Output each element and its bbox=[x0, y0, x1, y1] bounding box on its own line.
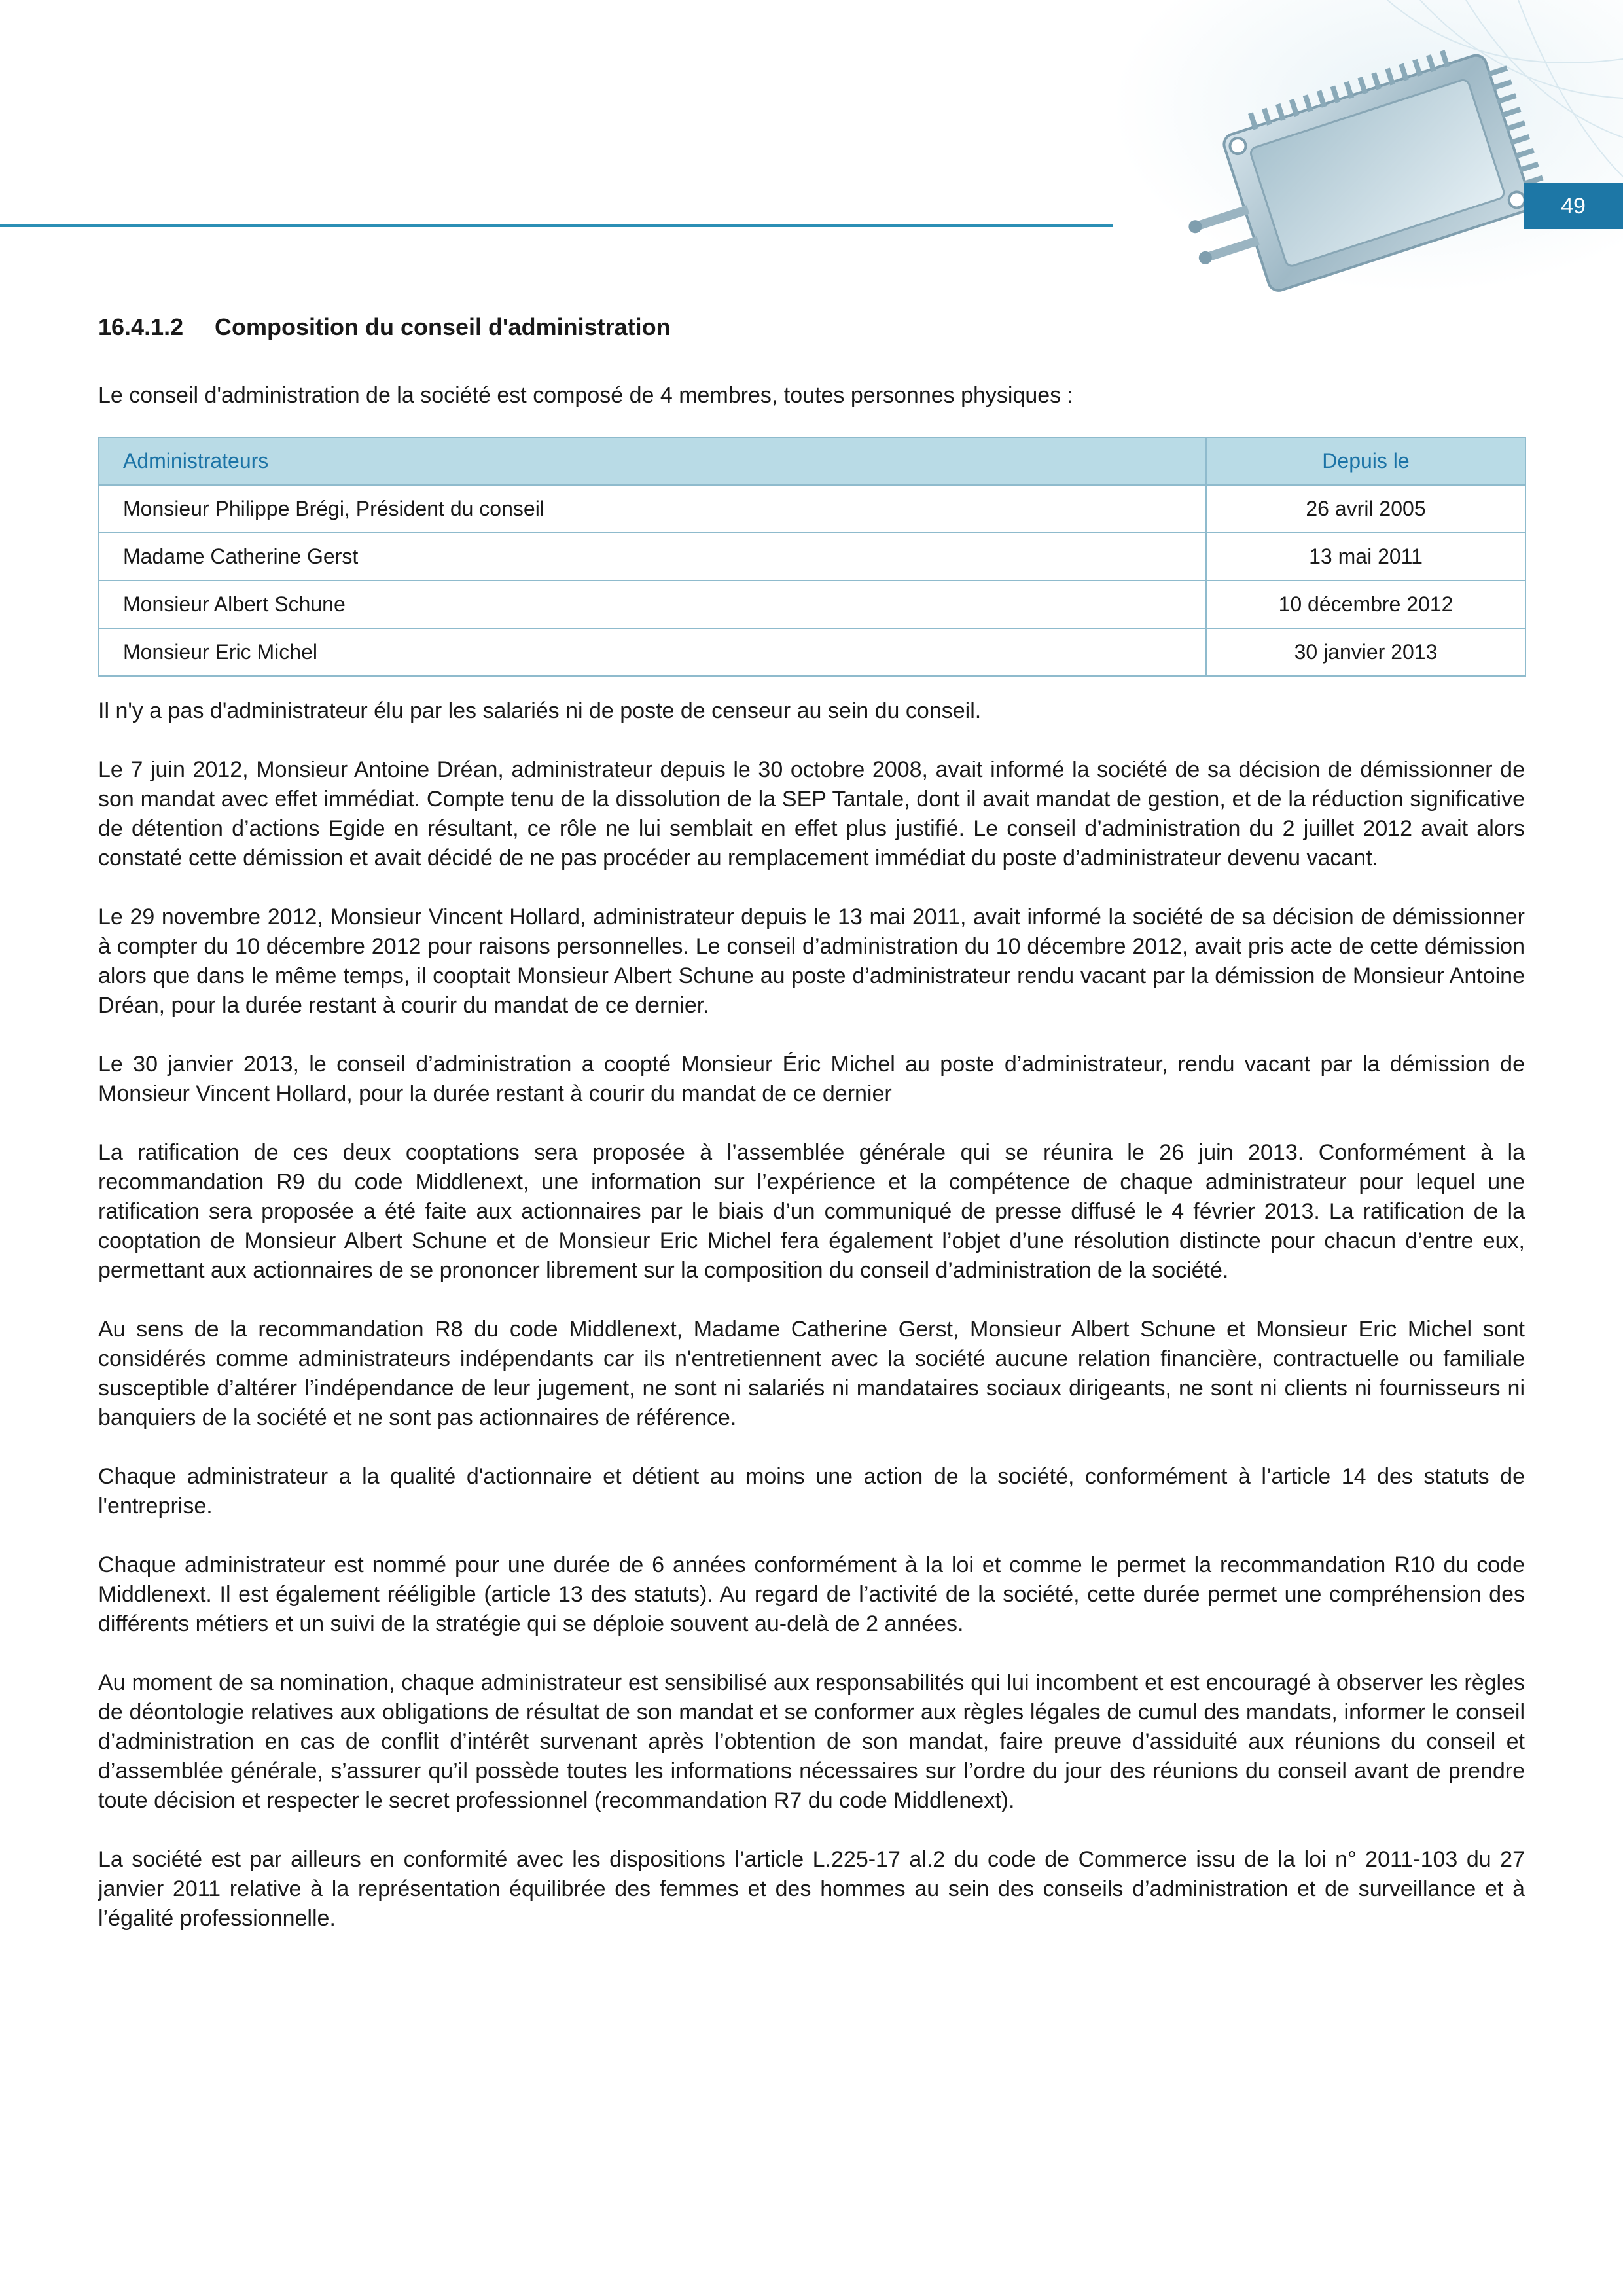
column-header-administrators: Administrateurs bbox=[99, 437, 1206, 485]
board-members-table bbox=[98, 437, 1526, 677]
page-content bbox=[98, 308, 1525, 1933]
table-row bbox=[99, 533, 1525, 581]
paragraph: Le 29 novembre 2012, Monsieur Vincent Hollard, administrateur depuis le 13 mai 2011, avait informé la société de sa décision de démissionner à compter du 10 décembre 2012 pour raisons personnelles. Le conseil d’administration du 10 décembre 2012, avait pris acte de cette démission alors que dans le même temps, il cooptait Monsieur Albert Schune au poste d’administrateur rendu vacant par la démission de Monsieur Antoine Dréan, pour la durée restant à courir du mandat de ce dernier. bbox=[98, 905, 1525, 1018]
member-since: 10 décembre 2012 bbox=[1206, 581, 1525, 628]
paragraph: Au moment de sa nomination, chaque administrateur est sensibilisé aux responsabilités qui lui incombent et est encouragé à observer les règles de déontologie relatives aux obligations de résultat de son mandat et se conformer aux règles légales de cumul des mandats, informer le conseil d’administration en cas de conflit d’intérêt survenant après l’obtention de son mandat, faire preuve d’assiduité aux réunions du conseil et d’assemblée générale, s’assurer qu’il possède toutes les informations nécessaires sur l’ordre du jour des réunions du conseil avant de prendre toute décision et respecter le secret professionnel (recommandation R7 du code Middlenext). bbox=[98, 1670, 1525, 1813]
section-number: 16.4.1.2 bbox=[98, 314, 184, 340]
section-title: Composition du conseil d'administration bbox=[215, 314, 671, 340]
member-name: Monsieur Philippe Brégi, Président du conseil bbox=[99, 485, 1206, 533]
member-since: 30 janvier 2013 bbox=[1206, 628, 1525, 676]
paragraph: Chaque administrateur est nommé pour une durée de 6 années conformément à la loi et comme le permet la recommandation R10 du code Middlenext. Il est également rééligible (article 13 des statuts). Au regard de l’activité de la société, cette durée permet une compréhension des différents métiers et un suivi de la stratégie qui se déploie souvent au-delà de 2 années. bbox=[98, 1552, 1525, 1636]
member-since: 26 avril 2005 bbox=[1206, 485, 1525, 533]
member-since: 13 mai 2011 bbox=[1206, 533, 1525, 581]
table-row bbox=[99, 485, 1525, 533]
intro-paragraph: Le conseil d'administration de la société est composé de 4 membres, toutes personnes physiques : bbox=[98, 383, 1074, 408]
member-name: Monsieur Eric Michel bbox=[99, 628, 1206, 676]
member-name: Madame Catherine Gerst bbox=[99, 533, 1206, 581]
section-heading bbox=[98, 308, 1525, 347]
paragraph: Le 30 janvier 2013, le conseil d’administration a coopté Monsieur Éric Michel au poste d’administrateur, rendu vacant par la démission de Monsieur Vincent Hollard, pour la durée restant à courir du mandat de ce dernier bbox=[98, 1052, 1525, 1106]
component-illustration bbox=[1113, 0, 1623, 308]
paragraph: Chaque administrateur a la qualité d'actionnaire et détient au moins une action de la société, conformément à l’article 14 des statuts de l'entreprise. bbox=[98, 1464, 1525, 1518]
table-header-row bbox=[99, 437, 1525, 485]
table-row bbox=[99, 628, 1525, 676]
paragraph: La ratification de ces deux cooptations sera proposée à l’assemblée générale qui se réunira le 26 juin 2013. Conformément à la recommandation R9 du code Middlenext, une information sur l’expérience et la compétence de chaque administrateur pour lequel une ratification sera proposée a été faite aux actionnaires par le biais d’un communiqué de presse diffusé le 4 février 2013. La ratification de la cooptation de Monsieur Albert Schune et de Monsieur Eric Michel fera également l’objet d’une résolution distincte pour chacun d’entre eux, permettant aux actionnaires de se prononcer librement sur la composition du conseil d’administration de la société. bbox=[98, 1140, 1525, 1283]
header-rule bbox=[0, 224, 1113, 227]
paragraph: Il n'y a pas d'administrateur élu par les salariés ni de poste de censeur au sein du conseil. bbox=[98, 698, 982, 723]
column-header-since: Depuis le bbox=[1206, 437, 1525, 485]
paragraph: La société est par ailleurs en conformité avec les dispositions l’article L.225-17 al.2 du code de Commerce issu de la loi n° 2011-103 du 27 janvier 2011 relative à la représentation équilibrée des femmes et des hommes au sein des conseils d’administration et de surveillance et à l’égalité professionnelle. bbox=[98, 1847, 1525, 1931]
member-name: Monsieur Albert Schune bbox=[99, 581, 1206, 628]
paragraph: Le 7 juin 2012, Monsieur Antoine Dréan, administrateur depuis le 30 octobre 2008, avait informé la société de sa décision de démissionner de son mandat avec effet immédiat. Compte tenu de la dissolution de la SEP Tantale, dont il avait mandat de gestion, et de la réduction significative de détention d’actions Egide en résultant, ce rôle ne lui semblait en effet plus justifié. Le conseil d’administration du 2 juillet 2012 avait alors constaté cette démission et avait décidé de ne pas procéder au remplacement immédiat du poste d’administrateur devenu vacant. bbox=[98, 757, 1525, 870]
table-row bbox=[99, 581, 1525, 628]
page-number: 49 bbox=[1524, 183, 1623, 229]
paragraph: Au sens de la recommandation R8 du code Middlenext, Madame Catherine Gerst, Monsieur Albert Schune et Monsieur Eric Michel sont considérés comme administrateurs indépendants car ils n'entretiennent avec la société aucune relation financière, contractuelle ou familiale susceptible d’altérer l’indépendance de leur jugement, ne sont ni salariés ni mandataires sociaux dirigeants, ne sont ni clients ni fournisseurs ni banquiers de la société et ne sont pas actionnaires de référence. bbox=[98, 1317, 1525, 1430]
